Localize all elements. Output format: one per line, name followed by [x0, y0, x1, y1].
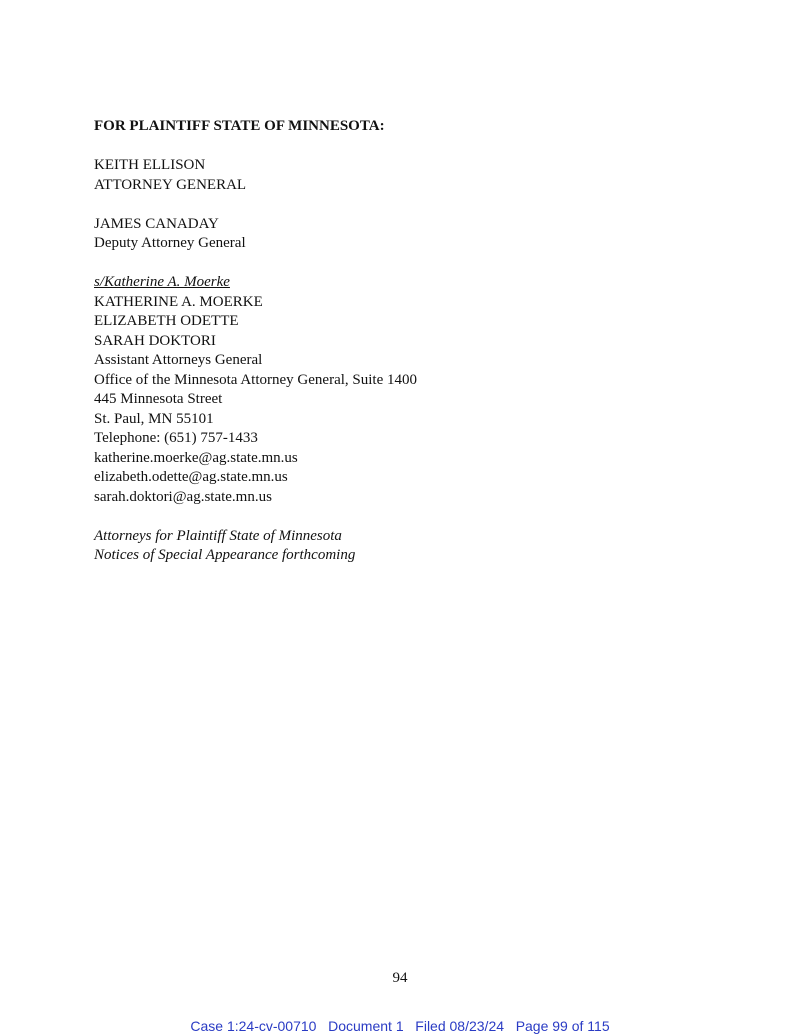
electronic-signature: s/Katherine A. Moerke [94, 274, 230, 290]
city-address: St. Paul, MN 55101 [94, 410, 214, 427]
footer-filed-date: Filed 08/23/24 [415, 1018, 505, 1034]
page-number: 94 [392, 970, 408, 986]
attorney-general-block [94, 156, 734, 195]
signature-block [94, 117, 734, 585]
closing-line: Notices of Special Appearance forthcoming [94, 547, 356, 563]
footer-document: Document 1 [328, 1018, 404, 1034]
attorneys-title: Assistant Attorneys General [94, 352, 263, 368]
footer-page-count: Page 99 of 115 [515, 1018, 610, 1034]
office-address: Office of the Minnesota Attorney General, Suite 1400 [94, 371, 417, 388]
email-address: sarah.doktori@ag.state.mn.us [94, 488, 272, 505]
counsel-block [94, 273, 734, 507]
attorney-name: SARAH DOKTORI [94, 332, 216, 349]
attorney-name: KATHERINE A. MOERKE [94, 293, 263, 310]
email-address: katherine.moerke@ag.state.mn.us [94, 449, 298, 466]
attorney-general-name: KEITH ELLISON [94, 157, 206, 173]
deputy-title: Deputy Attorney General [94, 235, 246, 251]
attorney-general-title: ATTORNEY GENERAL [94, 176, 247, 193]
court-filing-footer [0, 1018, 800, 1034]
closing-line: Attorneys for Plaintiff State of Minnesota [94, 527, 342, 544]
section-heading: FOR PLAINTIFF STATE OF MINNESOTA: [94, 118, 385, 134]
deputy-block [94, 215, 734, 254]
footer-case-number: Case 1:24-cv-00710 [190, 1018, 317, 1034]
deputy-name: JAMES CANADAY [94, 215, 219, 232]
street-address: 445 Minnesota Street [94, 391, 223, 407]
closing-block [94, 527, 734, 566]
attorney-name: ELIZABETH ODETTE [94, 313, 239, 329]
email-address: elizabeth.odette@ag.state.mn.us [94, 469, 288, 485]
telephone: Telephone: (651) 757-1433 [94, 430, 258, 446]
